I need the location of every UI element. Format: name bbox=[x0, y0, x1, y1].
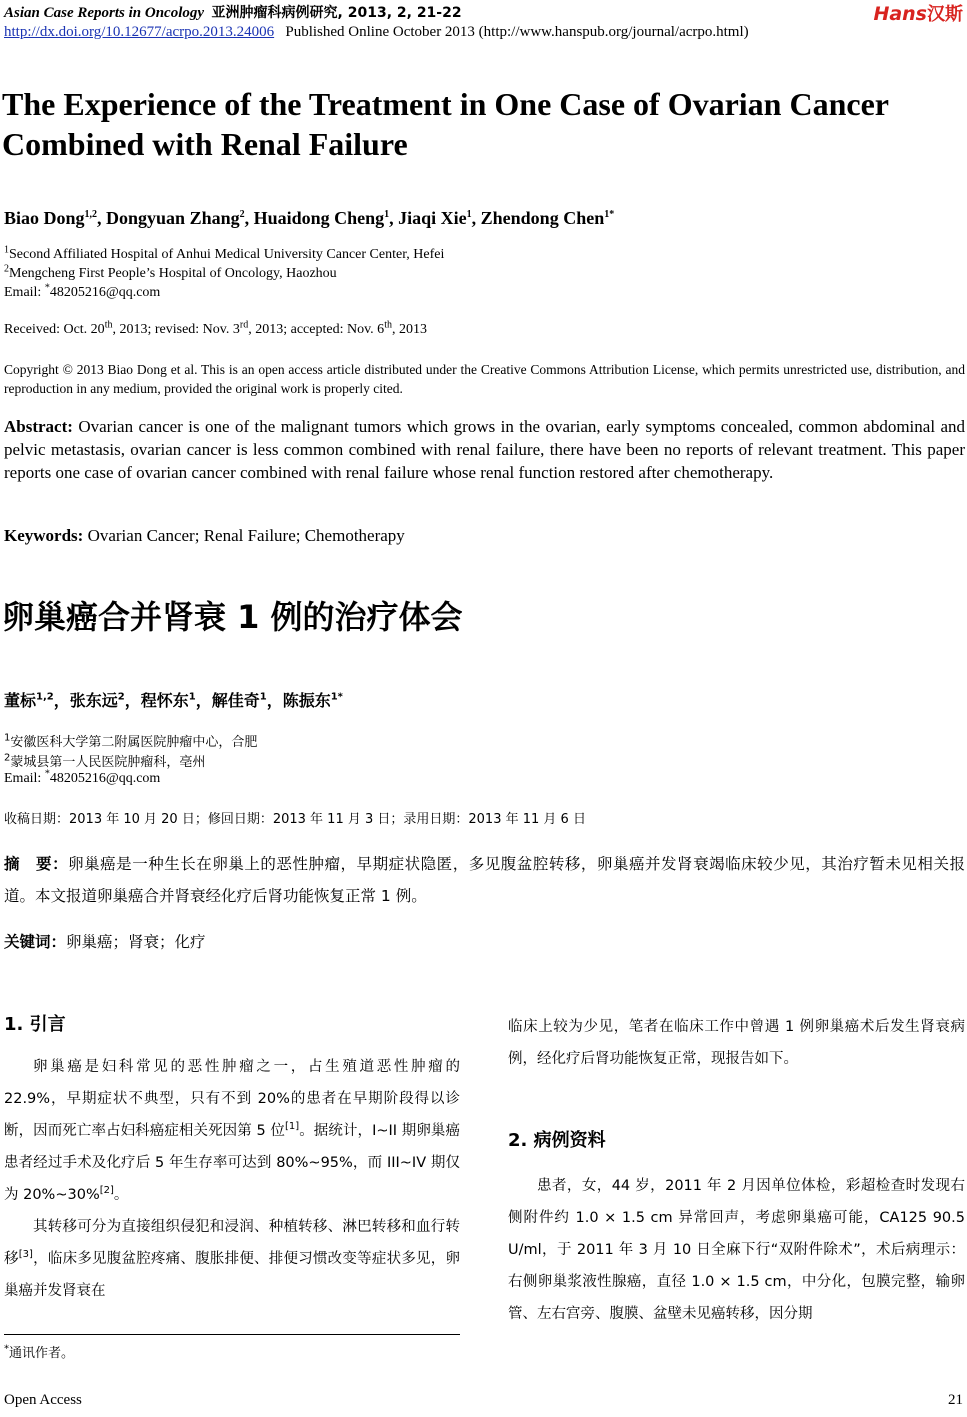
citation-2[interactable]: [2] bbox=[99, 1185, 114, 1197]
citation-1[interactable]: [1] bbox=[284, 1121, 300, 1133]
email-link[interactable]: 48205216@qq.com bbox=[49, 285, 161, 300]
email-link-cn[interactable]: 48205216@qq.com bbox=[49, 771, 161, 786]
affiliation-cn-1: $^1$安徽医科大学第二附属医院肿瘤中心，合肥 bbox=[4, 732, 258, 750]
email-en: Email: *48205216@qq.com bbox=[4, 282, 161, 300]
received-dates-cn: 收稿日期：2013 年 10 月 20 日；修回日期：2013 年 11 月 3 日；录用日期：2013 年 11 月 6 日 bbox=[4, 812, 586, 827]
case-paragraph: 患者，女，44 岁，2011 年 2 月因单位体检，彩超检查时发现右侧附件约 1.0 × 1.5 cm 异常回声，考虑卵巢癌可能，CA125 90.5 U/ml，于 2011 年 3 月 10 日全麻下行“双附件除术”，术后病理示：右侧卵巢浆液性腺癌，直径 1.0 × 1.5 cm，中分化，包膜完整，输卵管、左右宫旁、腹膜、盆壁未见癌转移，因分期 bbox=[508, 1178, 965, 1322]
journal-name: Asian Case Reports in Oncology bbox=[4, 5, 205, 21]
keywords-cn: 关键词：卵巢癌；肾衰；化疗 bbox=[4, 933, 206, 951]
copyright-notice: Copyright © 2013 Biao Dong et al. This is an open access article distributed under the Creative Commons Attribution License, which permits unrestricted use, distribution, and reproduction in any medium, provided the original work is properly cited. bbox=[4, 362, 965, 396]
section-heading-case: 2. 病例资料 bbox=[508, 1130, 606, 1151]
affiliation-en-2: $^2$Mengcheng First People’s Hospital of Oncology, Haozhou bbox=[4, 263, 337, 281]
affiliation-cn-2: $^2$蒙城县第一人民医院肿瘤科，亳州 bbox=[4, 752, 206, 770]
paper-title-cn: 卵巢癌合并肾衰 1 例的治疗体会 bbox=[2, 598, 463, 636]
page-number: 21 bbox=[948, 1392, 963, 1408]
intro-paragraph-2: 其转移可分为直接组织侵犯和浸润、种植转移、淋巴转移和血行转移[3]，临床多见腹盆腔疼痛、腹胀排便、排便习惯改变等症状多见，卵巢癌并发肾衰在 bbox=[4, 1219, 461, 1299]
authors-cn: 董标$^{1,2}$，张东远$^2$，程怀东$^1$，解佳奇$^1$，陈振东$^{1*}$ bbox=[4, 691, 343, 710]
intro-paragraph-1: 卵巢癌是妇科常见的恶性肿瘤之一，占生殖道恶性肿瘤的 22.9%，早期症状不典型，只有不到 20%的患者在早期阶段得以诊断，因而死亡率占妇科癌症相关死因第 5 位[1]。据统计，I~II 期卵巢癌患者经过手术及化疗后 5 年生存率可达到 80%~95%，而 III~IV 期仅为 20%~30%[2]。 bbox=[4, 1059, 460, 1203]
email-cn: Email: *48205216@qq.com bbox=[4, 768, 161, 786]
abstract-cn: 摘 要：卵巢癌是一种生长在卵巢上的恶性肿瘤，早期症状隐匿，多见腹盆腔转移，卵巢癌并发肾衰竭临床较少见，其治疗暂未见相关报道。本文报道卵巢癌合并肾衰经化疗后肾功能恢复正常 1 例。 bbox=[4, 855, 965, 905]
footer-open-access: Open Access bbox=[4, 1392, 82, 1408]
left-column-body bbox=[4, 1051, 460, 1307]
keywords-en: Keywords: Ovarian Cancer; Renal Failure; Chemotherapy bbox=[4, 526, 405, 545]
received-dates-en: Received: Oct. 20th, 2013; revised: Nov. 3rd, 2013; accepted: Nov. 6th, 2013 bbox=[4, 319, 427, 337]
doi-line bbox=[4, 24, 749, 41]
doi-link[interactable]: http://dx.doi.org/10.12677/acrpo.2013.24006 bbox=[4, 24, 275, 40]
published-online: Published Online October 2013 (http://www.hanspub.org/journal/acrpo.html) bbox=[285, 24, 749, 40]
section-heading-introduction: 1. 引言 bbox=[4, 1014, 66, 1035]
citation-3[interactable]: [3] bbox=[18, 1249, 33, 1261]
publisher-logo: Hans汉斯 bbox=[873, 3, 963, 25]
footnote-corresponding: *通讯作者。 bbox=[4, 1343, 75, 1361]
journal-name-cn: 亚洲肿瘤科病例研究, 2013, 2, 21-22 bbox=[211, 5, 462, 21]
right-column-continuation: 临床上较为少见，笔者在临床工作中曾遇 1 例卵巢癌术后发生肾衰病例，经化疗后肾功能恢复正常，现报告如下。 bbox=[508, 1019, 965, 1067]
footnote-divider bbox=[4, 1334, 460, 1335]
affiliation-en-1: $^1$Second Affiliated Hospital of Anhui Medical University Cancer Center, Hefei bbox=[4, 244, 445, 262]
authors-en: Biao Dong$^{1,2}$, Dongyuan Zhang$^2$, Huaidong Cheng$^1$, Jiaqi Xie$^1$, Zhendong Chen$^{1*}$ bbox=[4, 208, 615, 228]
journal-header bbox=[4, 2, 462, 22]
abstract-en: Abstract: Ovarian cancer is one of the malignant tumors which grows in the ovarian, early symptoms concealed, common abdominal and pelvic metastasis, ovarian cancer is less common combined with renal failure, there have been no reports of relevant treatment. This paper reports one case of ovarian cancer combined with renal failure whose renal function restored after chemotherapy. bbox=[4, 417, 965, 482]
paper-title-en: The Experience of the Treatment in One Case of Ovarian Cancer Combined with Renal Failure bbox=[2, 86, 889, 162]
